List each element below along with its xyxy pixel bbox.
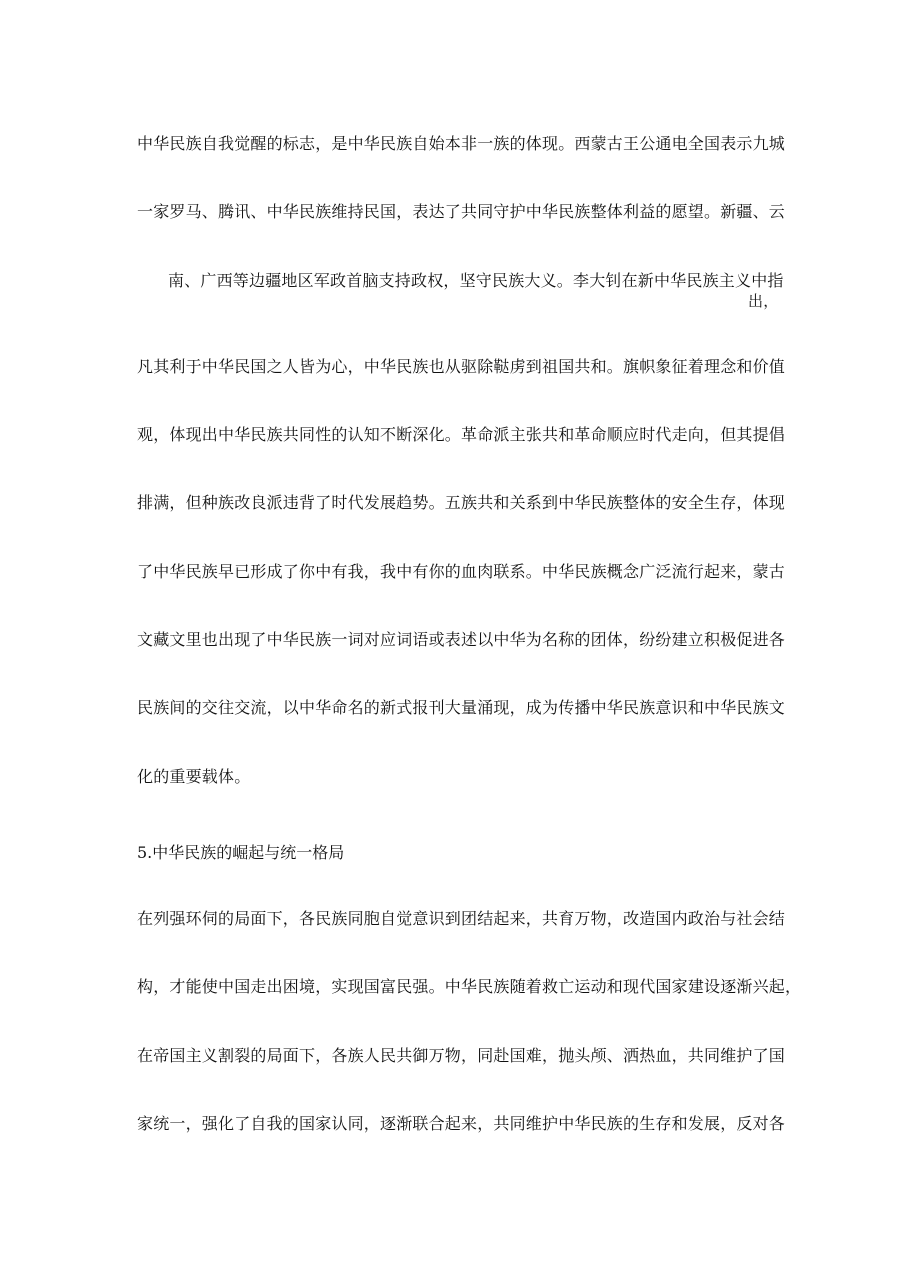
paragraph-2-line-2: 构，才能使中国走出困境，实现国富民强。中华民族随着救亡运动和现代国家建设逐渐兴起， <box>137 977 802 996</box>
paragraph-1-line-7: 了中华民族早已形成了你中有我，我中有你的血肉联系。中华民族概念广泛流行起来，蒙古 <box>137 562 786 581</box>
paragraph-1-line-9: 民族间的交往交流，以中华命名的新式报刊大量涌现，成为传播中华民族意识和中华民族文 <box>137 698 786 717</box>
paragraph-1-line-6: 排满，但种族改良派违背了时代发展趋势。五族共和关系到中华民族整体的安全生存，体现 <box>137 493 786 512</box>
section-heading: 5.中华民族的崛起与统一格局 <box>137 843 345 862</box>
paragraph-1-line-3-tail: 出， <box>748 292 779 310</box>
paragraph-2-line-1: 在列强环伺的局面下，各民族同胞自觉意识到团结起来，共育万物，改造国内政治与社会结 <box>137 909 786 928</box>
paragraph-1-line-8: 文藏文里也出现了中华民族一词对应词语或表述以中华为名称的团体，纷纷建立积极促进各 <box>137 630 786 649</box>
paragraph-2-line-3: 在帝国主义割裂的局面下，各族人民共御万物，同赴国难，抛头颅、洒热血，共同维护了国 <box>137 1046 786 1065</box>
paragraph-1-line-3: 南、广西等边疆地区军政首脑支持政权，坚守民族大义。李大钊在新中华民族主义中指 <box>168 271 784 290</box>
paragraph-1-line-5: 观，体现出中华民族共同性的认知不断深化。革命派主张共和革命顺应时代走向，但其提倡 <box>137 425 786 444</box>
paragraph-1-line-10: 化的重要载体。 <box>137 767 251 786</box>
paragraph-1-line-4: 凡其利于中华民国之人皆为心，中华民族也从驱除鞑虏到祖国共和。旗帜象征着理念和价值 <box>137 357 786 376</box>
paragraph-1-line-1: 中华民族自我觉醒的标志，是中华民族自始本非一族的体现。西蒙古王公通电全国表示九城 <box>137 134 786 153</box>
paragraph-1-line-2: 一家罗马、腾讯、中华民族维持民国，表达了共同守护中华民族整体利益的愿望。新疆、云 <box>137 202 786 221</box>
paragraph-2-line-4: 家统一，强化了自我的国家认同，逐渐联合起来，共同维护中华民族的生存和发展，反对各 <box>137 1114 786 1133</box>
